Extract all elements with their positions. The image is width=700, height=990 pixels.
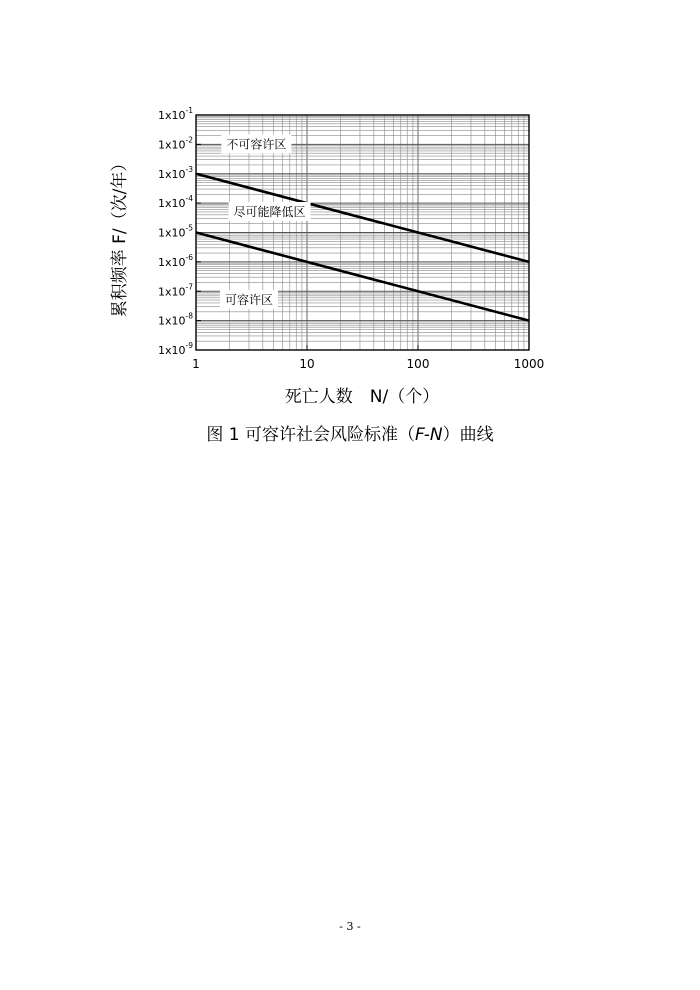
region-label-3 — [220, 290, 278, 309]
x-axis-title: 死亡人数 N/（个） — [284, 387, 440, 407]
y-tick-label: $1x10^{-5}$ — [158, 223, 193, 240]
x-tick-label: 100 — [406, 357, 430, 371]
fn-curve-chart — [0, 0, 700, 460]
y-axis-title: 累积频率 F/（次/年） — [110, 154, 130, 318]
region-label-2 — [229, 202, 311, 221]
region-label-text: 尽可能降低区 — [233, 204, 306, 219]
y-axis-tick-labels — [158, 106, 201, 357]
caption-suffix: ）曲线 — [442, 425, 494, 445]
x-tick-label: 10 — [299, 357, 315, 371]
region-label-text: 不可容许区 — [226, 137, 287, 152]
y-tick-label: $1x10^{-8}$ — [158, 311, 193, 328]
x-tick-label: 1000 — [513, 357, 545, 371]
y-tick-label: $1x10^{-7}$ — [158, 282, 193, 299]
x-tick-label: 1 — [192, 357, 200, 371]
page-number: - 3 - — [339, 920, 361, 933]
y-tick-label: $1x10^{-1}$ — [158, 106, 193, 122]
caption-prefix: 图 1 可容许社会风险标准（ — [206, 425, 415, 445]
y-tick-label: $1x10^{-6}$ — [158, 252, 193, 269]
chart-annotations — [220, 134, 311, 309]
y-tick-label: $1x10^{-2}$ — [158, 135, 193, 152]
caption-italic: F-N — [414, 425, 443, 445]
y-tick-label: $1x10^{-9}$ — [158, 341, 193, 357]
y-tick-label: $1x10^{-4}$ — [158, 194, 193, 211]
figure-caption — [0, 420, 700, 445]
region-label-1 — [221, 134, 291, 153]
region-label-text: 可容许区 — [224, 293, 273, 308]
x-axis-tick-labels — [192, 345, 544, 371]
y-tick-label: $1x10^{-3}$ — [158, 164, 193, 181]
